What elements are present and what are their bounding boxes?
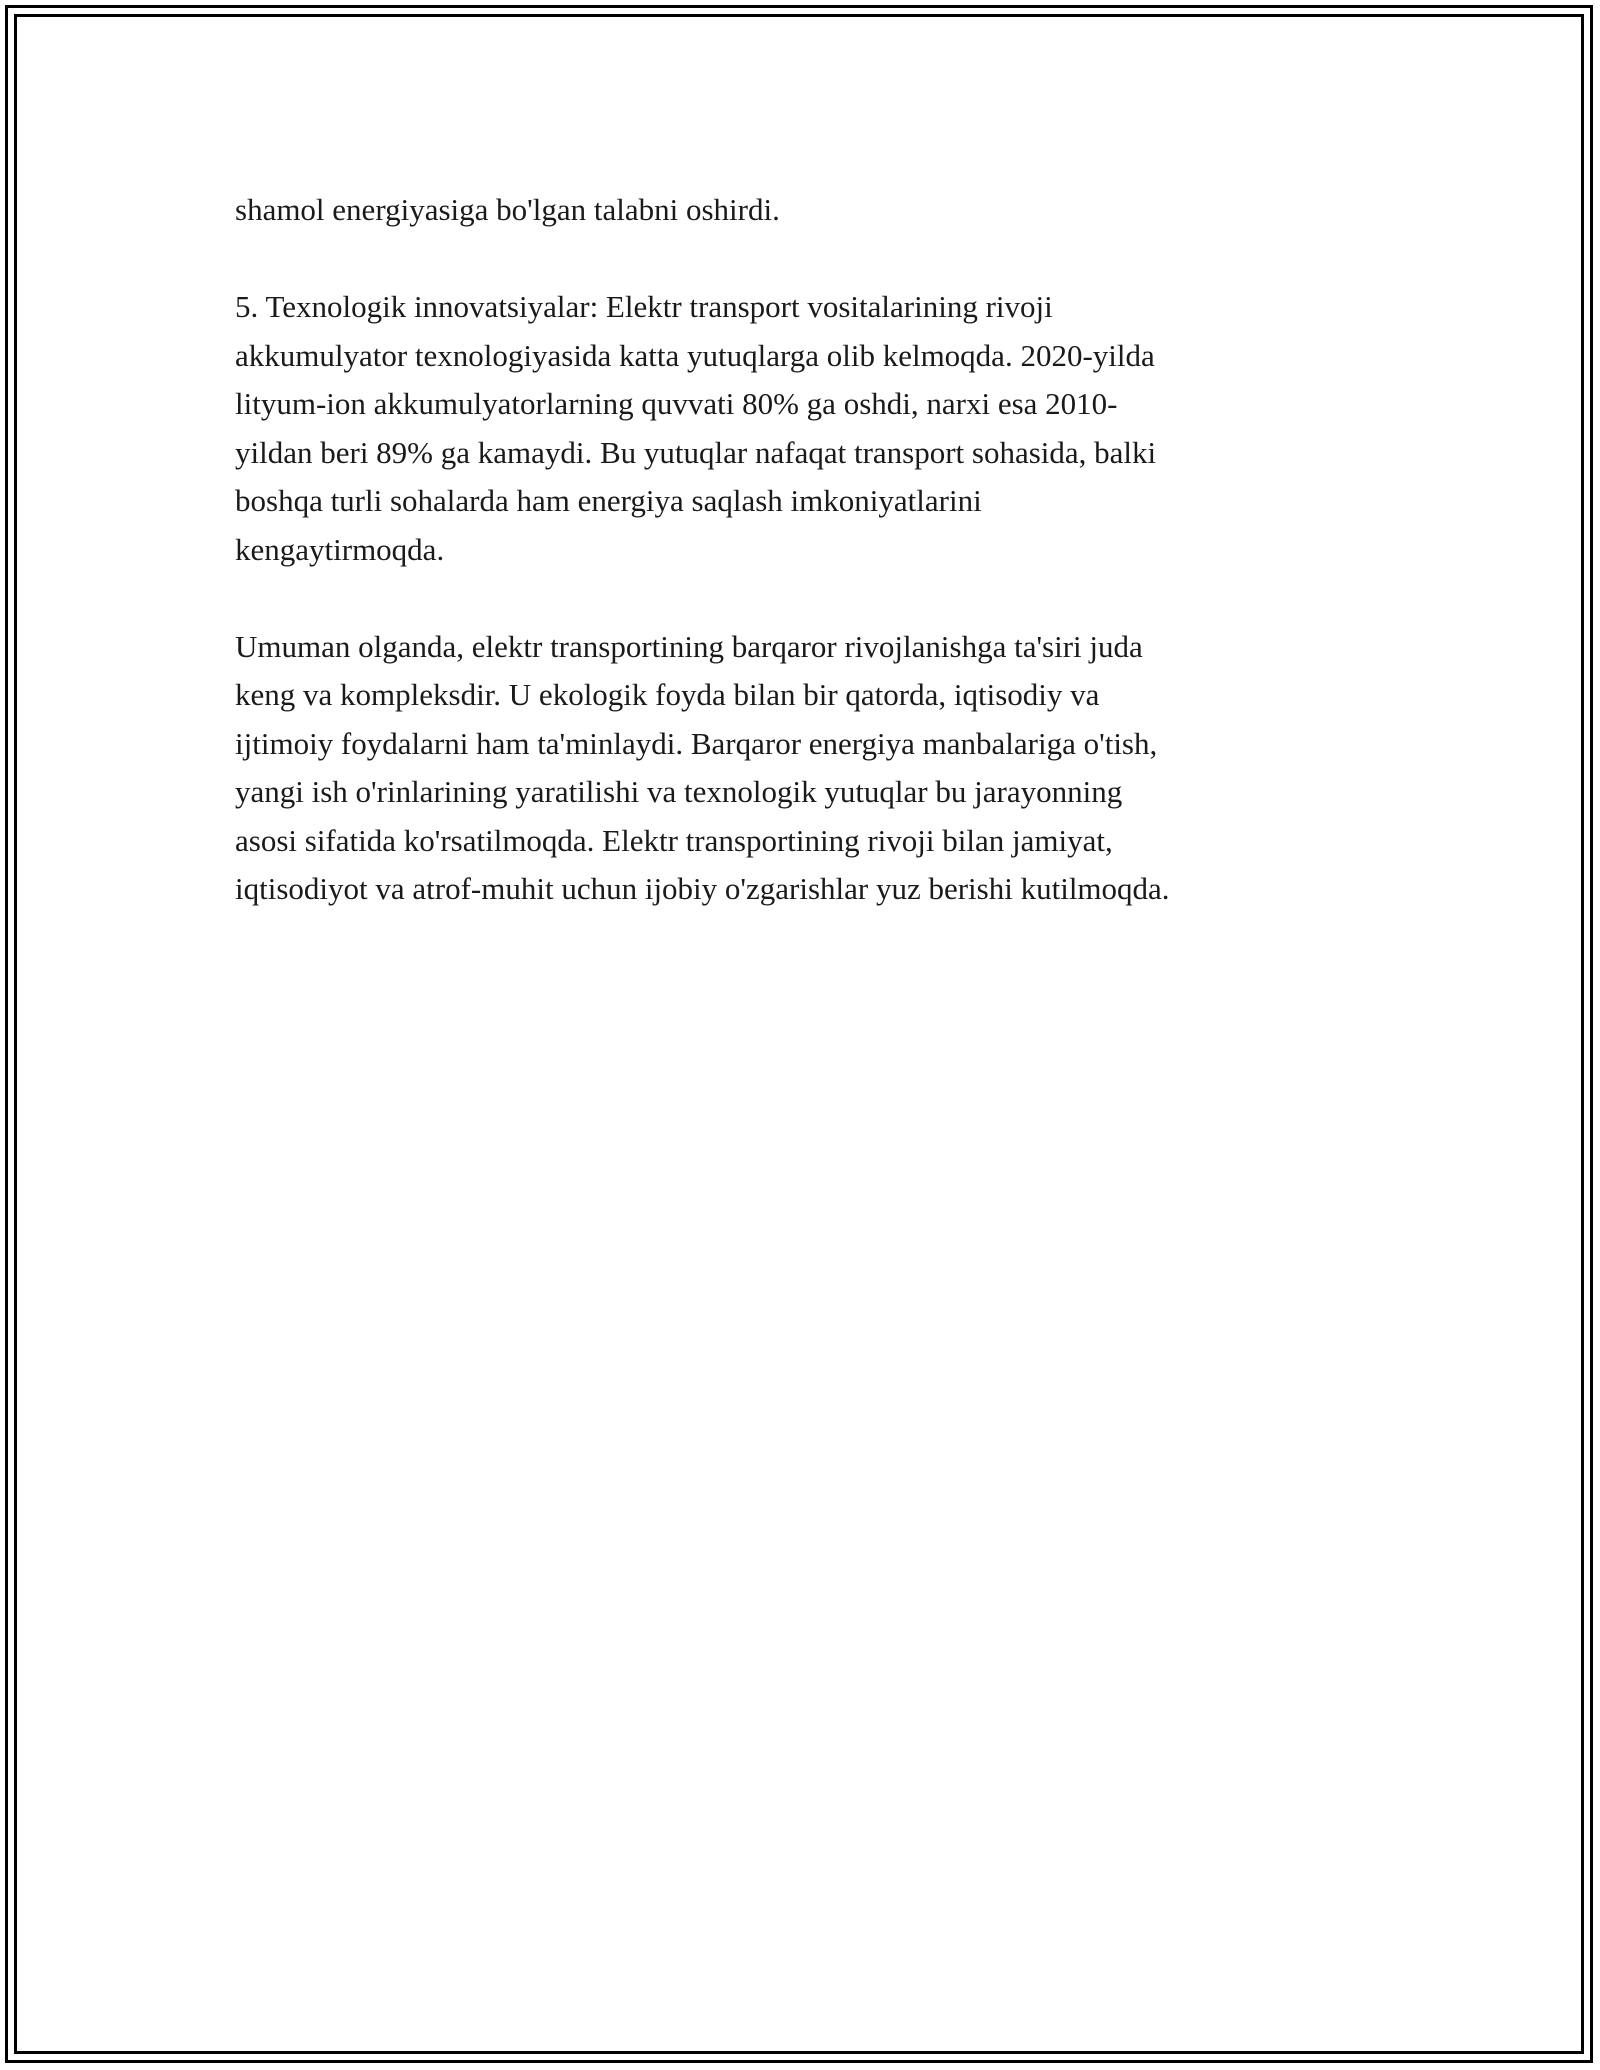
text-line: asosi sifatida ko'rsatilmoqda. Elektr transportining rivoji bilan jamiyat,: [235, 822, 1113, 858]
paragraph-conclusion: [235, 623, 1375, 914]
text-line: yildan beri 89% ga kamaydi. Bu yutuqlar nafaqat transport sohasida, balki: [235, 434, 1157, 470]
text-line: keng va kompleksdir. U ekologik foyda bilan bir qatorda, iqtisodiy va: [235, 677, 1100, 712]
text-line: lityum-ion akkumulyatorlarning quvvati 80% ga oshdi, narxi esa 2010-: [235, 386, 1118, 421]
text-line: kengaytirmoqda.: [235, 531, 445, 567]
text-line: Umuman olganda, elektr transportining barqaror rivojlanishga ta'siri juda: [235, 628, 1143, 664]
text-line: yangi ish o'rinlarining yaratilishi va texnologik yutuqlar bu jarayonning: [235, 774, 1123, 809]
paragraph-spacer: [235, 235, 1375, 284]
document-body: [235, 186, 1375, 914]
paragraph-technological-innovations: [235, 283, 1375, 574]
text-line: iqtisodiyot va atrof-muhit uchun ijobiy o'zgarishlar yuz berishi kutilmoqda.: [235, 871, 1170, 906]
text-line: ijtimoiy foydalarni ham ta'minlaydi. Barqaror energiya manbalariga o'tish,: [235, 725, 1158, 761]
paragraph-continuation: [235, 186, 1375, 235]
text-line: boshqa turli sohalarda ham energiya saqlash imkoniyatlarini: [235, 483, 982, 518]
text-line: 5. Texnologik innovatsiyalar: Elektr transport vositalarining rivoji: [235, 289, 1053, 324]
paragraph-spacer: [235, 574, 1375, 623]
text-line: shamol energiyasiga bo'lgan talabni oshirdi.: [235, 192, 780, 227]
text-line: akkumulyator texnologiyasida katta yutuqlarga olib kelmoqda. 2020-yilda: [235, 337, 1155, 373]
